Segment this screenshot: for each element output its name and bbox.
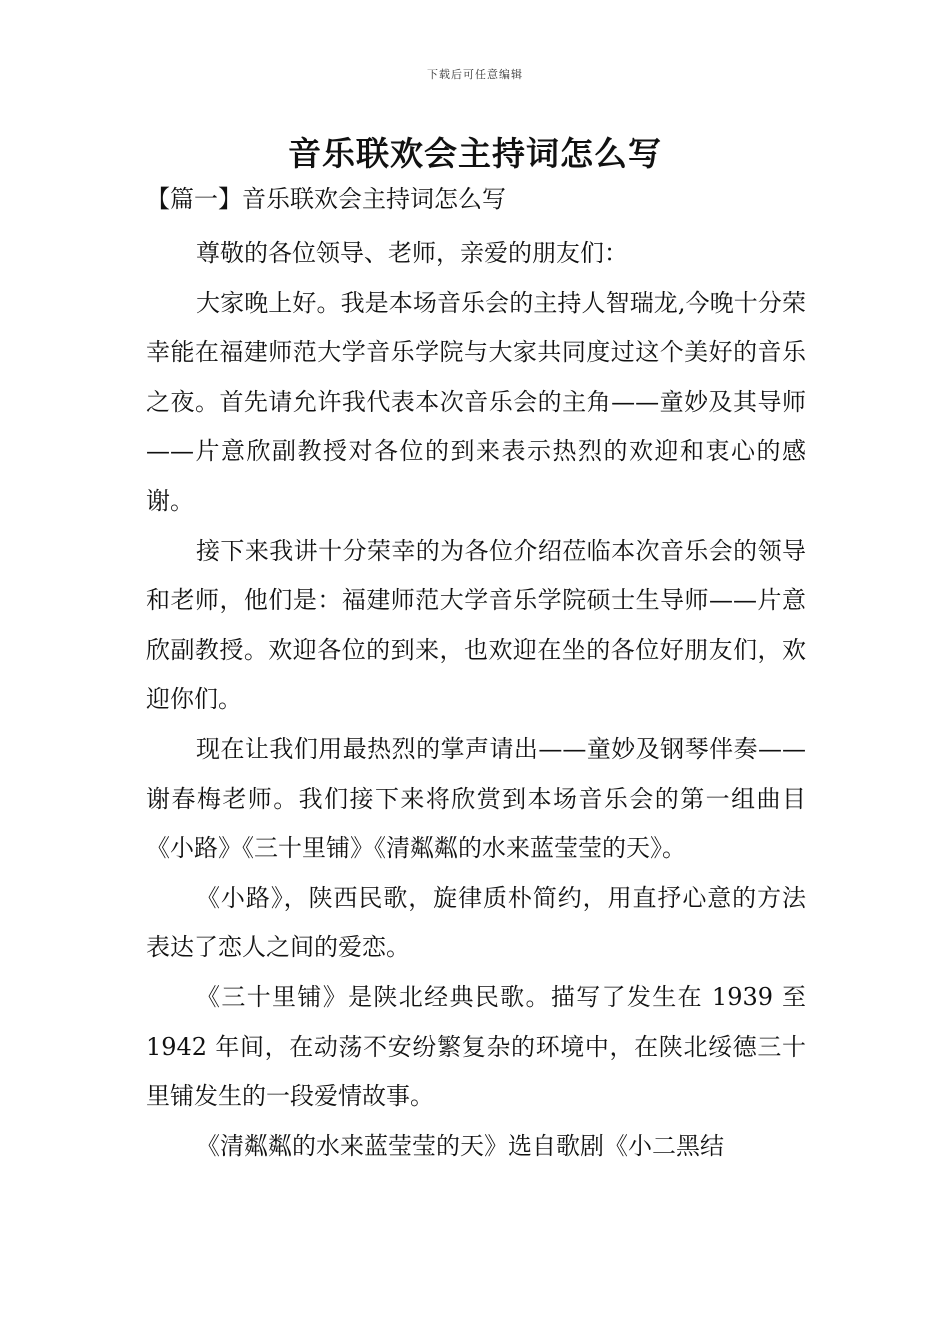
paragraph-song-sanshilipu: 《三十里铺》是陕北经典民歌。描写了发生在 1939 至 1942 年间，在动荡不安纷繁复杂的环境中，在陕北绥德三十里铺发生的一段爱情故事。 (146, 982, 806, 1111)
paragraph-guests: 接下来我讲十分荣幸的为各位介绍莅临本次音乐会的领导和老师，他们是：福建师范大学音乐学院硕士生导师——片意欣副教授。欢迎各位的到来，也欢迎在坐的各位好朋友们，欢迎你们。 (146, 536, 806, 714)
document-title: 音乐联欢会主持词怎么写 (288, 134, 662, 173)
document-body (146, 229, 806, 1171)
section-heading: 【篇一】音乐联欢会主持词怎么写 (146, 185, 506, 213)
page-header-note: 下载后可任意编辑 (427, 68, 523, 81)
paragraph-greeting: 尊敬的各位领导、老师，亲爱的朋友们： (196, 239, 628, 267)
paragraph-song-xiaolu: 《小路》，陕西民歌，旋律质朴简约，用直抒心意的方法表达了恋人之间的爱恋。 (146, 883, 806, 962)
paragraph-opening: 大家晚上好。我是本场音乐会的主持人智瑞龙,今晚十分荣幸能在福建师范大学音乐学院与大家共同度过这个美好的音乐之夜。首先请允许我代表本次音乐会的主角——童妙及其导师——片意欣副教授对各位的到来表示热烈的欢迎和衷心的感谢。 (146, 288, 806, 515)
paragraph-performers: 现在让我们用最热烈的掌声请出——童妙及钢琴伴奏——谢春梅老师。我们接下来将欣赏到本场音乐会的第一组曲目《小路》《三十里铺》《清粼粼的水来蓝莹莹的天》。 (146, 734, 806, 863)
paragraph-song-qinglinlin: 《清粼粼的水来蓝莹莹的天》选自歌剧《小二黑结 (196, 1131, 724, 1160)
